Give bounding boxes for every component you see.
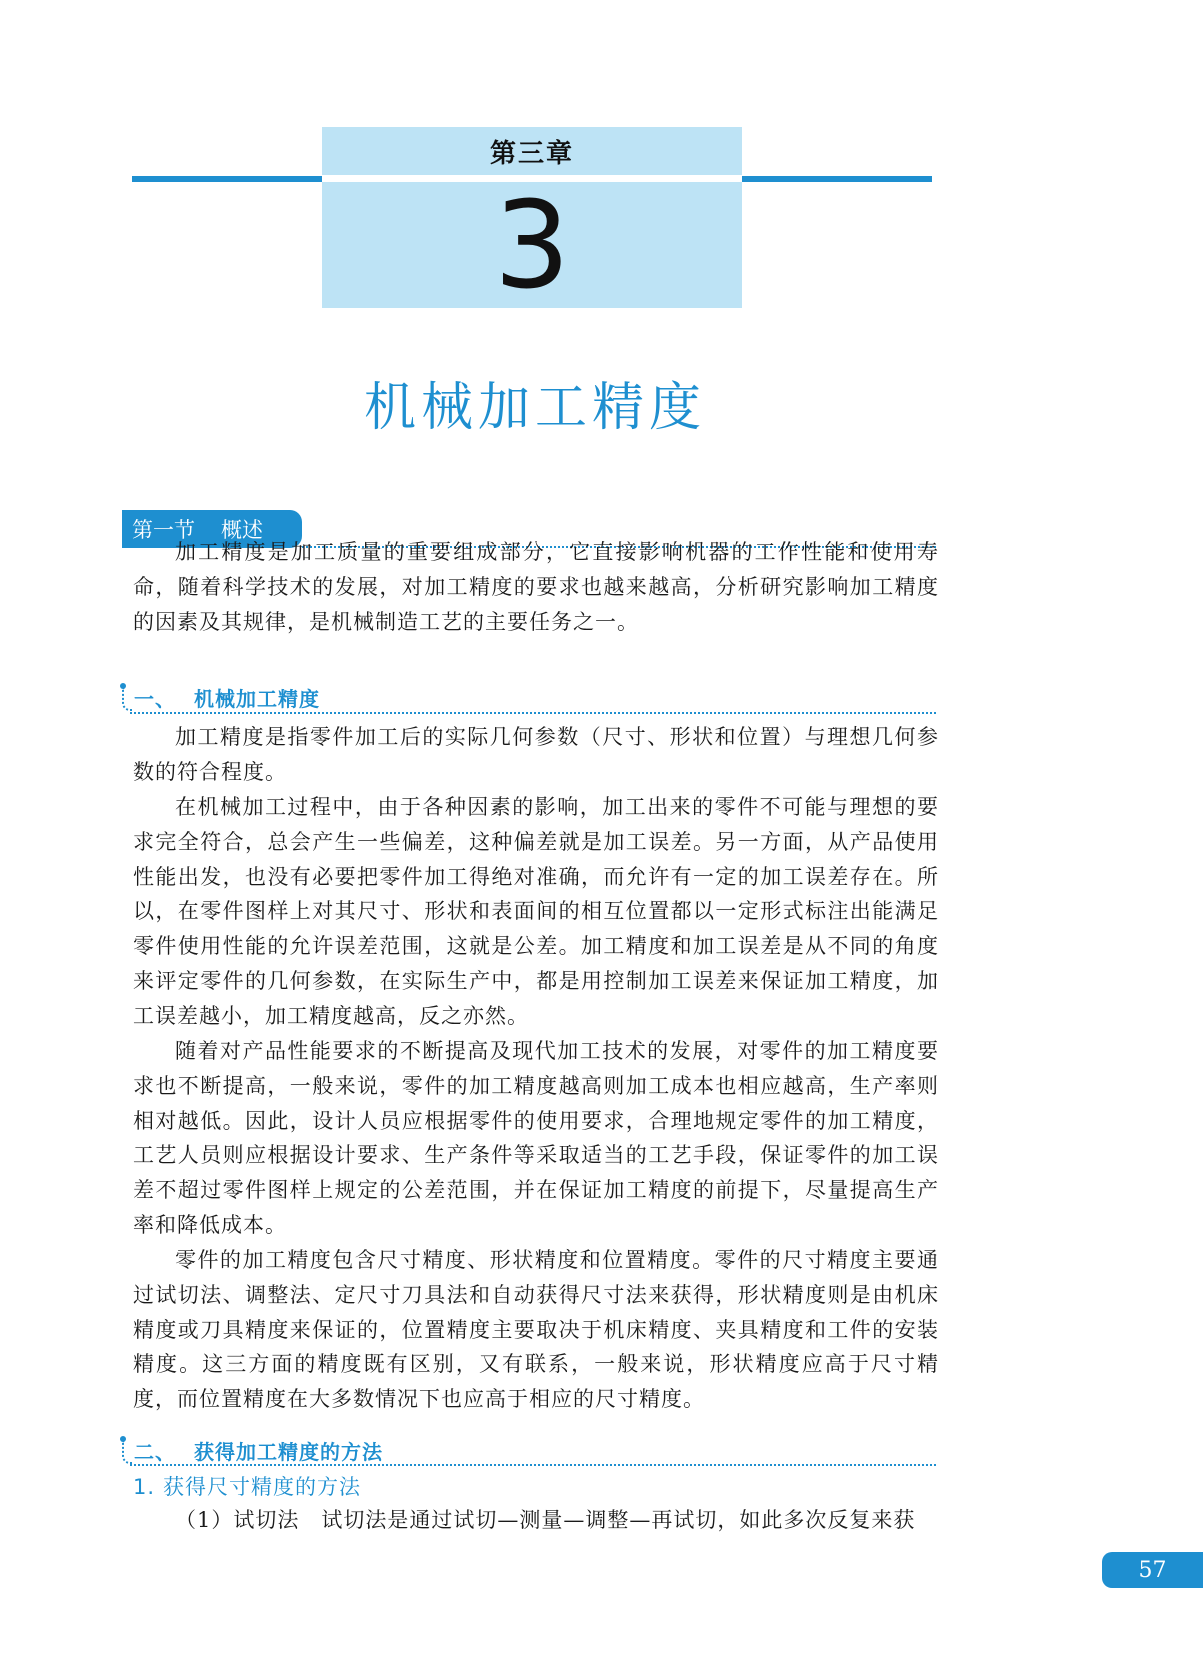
page-number-tab <box>1102 1552 1203 1588</box>
subsection-2-heading <box>122 1436 383 1465</box>
chapter-rule-right <box>742 176 932 182</box>
item-1-number: 1. <box>133 1475 156 1499</box>
chapter-rule-left <box>132 176 322 182</box>
subsection-2-number: 二、 <box>134 1440 176 1464</box>
paragraph: 随着对产品性能要求的不断提高及现代加工技术的发展，对零件的加工精度要求也不断提高，一般来说，零件的加工精度越高则加工成本也相应越高，生产率则相对越低。因此，设计人员应根据零件的使用要求，合理地规定零件的加工精度，工艺人员则应根据设计要求、生产条件等采取适当的工艺手段，保证零件的加工误差不超过零件图样上规定的公差范围，并在保证加工精度的前提下，尽量提高生产率和降低成本。 <box>133 1039 939 1237</box>
subsection-1-number: 一、 <box>134 687 176 711</box>
subsection-2-title: 获得加工精度的方法 <box>194 1440 383 1464</box>
section-number: 第一节 <box>132 518 195 542</box>
heading-curve-icon <box>122 1440 132 1464</box>
intro-paragraph: 加工精度是加工质量的重要组成部分，它直接影响机器的工作性能和使用寿命，随着科学技术的发展，对加工精度的要求也越来越高，分析研究影响加工精度的因素及其规律，是机械制造工艺的主要任务之一。 <box>133 540 939 634</box>
section-title: 概述 <box>221 518 263 542</box>
chapter-label: 第三章 <box>489 138 574 169</box>
subsection-1-title: 机械加工精度 <box>194 687 320 711</box>
subsection-1-dotted-rule <box>130 712 936 714</box>
paragraph: 加工精度是指零件加工后的实际几何参数（尺寸、形状和位置）与理想几何参数的符合程度。 <box>133 725 939 784</box>
paragraph: 零件的加工精度包含尺寸精度、形状精度和位置精度。零件的尺寸精度主要通过试切法、调整法、定尺寸刀具法和自动获得尺寸法来获得，形状精度则是由机床精度或刀具精度来保证的，位置精度主要取决于机床精度、夹具精度和工件的安装精度。这三方面的精度既有区别，又有联系，一般来说，形状精度应高于尺寸精度，而位置精度在大多数情况下也应高于相应的尺寸精度。 <box>133 1248 939 1412</box>
subsection-2-dotted-rule <box>130 1464 936 1466</box>
chapter-title: 机械加工精度 <box>363 378 706 438</box>
heading-curve-icon <box>122 687 132 711</box>
paragraph: 在机械加工过程中，由于各种因素的影响，加工出来的零件不可能与理想的要求完全符合，总会产生一些偏差，这种偏差就是加工误差。另一方面，从产品使用性能出发，也没有必要把零件加工得绝对准确，而允许有一定的加工误差存在。所以，在零件图样上对其尺寸、形状和表面间的相互位置都以一定形式标注出能满足零件使用性能的允许误差范围，这就是公差。加工精度和加工误差是从不同的角度来评定零件的几何参数，在实际生产中，都是用控制加工误差来保证加工精度，加工误差越小，加工精度越高，反之亦然。 <box>133 795 939 1028</box>
item-1-title: 获得尺寸精度的方法 <box>163 1475 362 1499</box>
subsection-1-heading <box>122 683 320 712</box>
paragraph: （1）试切法 试切法是通过试切—测量—调整—再试切，如此多次反复来获 <box>175 1508 916 1532</box>
chapter-label-box <box>322 127 742 175</box>
item-1-heading <box>133 1471 361 1501</box>
page-number: 57 <box>1138 1557 1167 1583</box>
chapter-number: 3 <box>493 177 571 316</box>
chapter-number-box <box>322 177 742 316</box>
